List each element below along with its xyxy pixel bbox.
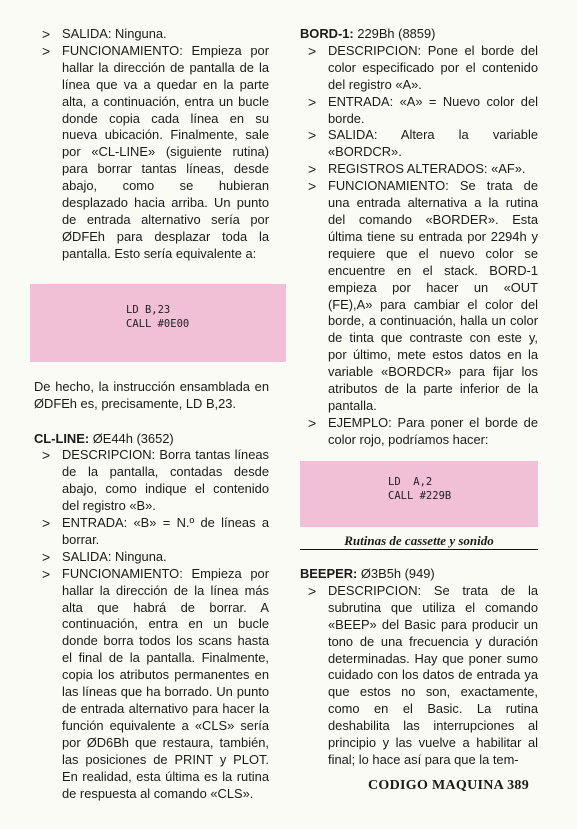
page-footer xyxy=(368,778,529,795)
page-number: 389 xyxy=(507,778,529,793)
code-line: CALL #0E00 xyxy=(126,317,190,330)
item-text: DESCRIPCION: Borra tantas líneas de la pantalla, contadas desde abajo, como indique el contenido del registro «B». xyxy=(62,447,269,514)
bullet-marker: > xyxy=(42,42,51,59)
bullet-marker: > xyxy=(308,161,317,178)
entrada-item xyxy=(300,94,538,128)
footer-title: CODIGO MAQUINA xyxy=(368,778,504,793)
item-text: DESCRIPCION: Se trata de la subrutina que utiliza el comando «BEEP» del Basic para producir un tono de una frecuencia y duración determinadas. Hay que poner sumo cuidado con los datos de entrada ya que estos no son, exactamente, como en el Basic. La rutina deshabilita las interrupciones al principio y las vuelve a habilitar al final; lo hace así para que la tem- xyxy=(328,582,538,767)
entrada-item xyxy=(34,515,269,549)
code-block xyxy=(30,284,286,362)
item-text: FUNCIONAMIENTO: Se trata de una entrada alternativa a la rutina del comando «BORDER». Esta última tiene su entrada por 2294h y requiere que el nuevo color se encuentre en el stack. BORD-1 empieza por hacer un «OUT (FE),A» para cambiar el color del borde, a continuación, halla un color de tinta que contraste con este y, por último, mete estos datos en la variable «BORDCR» para fijar los atributos de la parte inferior de la pantalla. xyxy=(328,178,538,413)
paragraph: De hecho, la instrucción ensamblada en ØDFEh es, precisamente, LD B,23. xyxy=(34,378,269,411)
routine-address: Ø3B5h (949) xyxy=(360,566,435,581)
item-text: SALIDA: Ninguna. xyxy=(62,26,167,41)
bullet-marker: > xyxy=(42,515,51,532)
routine-heading xyxy=(34,431,269,448)
code-line: LD B,23 xyxy=(126,303,171,316)
right-column xyxy=(300,26,538,527)
item-text: REGISTROS ALTERADOS: «AF». xyxy=(328,161,526,177)
routine-heading xyxy=(300,566,538,583)
routine-name: BORD-1: xyxy=(300,26,354,41)
salida-item xyxy=(34,549,269,566)
left-column xyxy=(34,26,269,802)
item-text: FUNCIONAMIENTO: Empieza por hallar la dirección de pantalla de la línea que va a quedar en la parte alta, a continuación, entra un bucle donde copia cada línea en su nueva ubicación. Finalmente, sale por «CL-LINE» (siguiente rutina) para borrar tantas líneas, desde abajo, como se hubieran desplazado hacia arriba. Un punto de entrada alternativo sería por ØDFEh para desplazar toda la pantalla. Esto sería equivalente a: xyxy=(62,42,269,261)
routine-address: ØE44h (3652) xyxy=(92,430,174,446)
descripcion-item xyxy=(34,447,269,515)
bullet-marker: > xyxy=(308,582,317,599)
funcionamiento-item xyxy=(34,43,269,263)
salida-item xyxy=(300,127,538,161)
bullet-marker: > xyxy=(308,42,317,59)
code-line: CALL #229B xyxy=(388,489,452,502)
salida-item xyxy=(34,26,269,43)
bullet-marker: > xyxy=(308,414,317,431)
registros-item xyxy=(300,161,538,178)
descripcion-item xyxy=(300,583,538,769)
item-text: SALIDA: Ninguna. xyxy=(62,548,167,564)
funcionamiento-item xyxy=(34,566,269,803)
descripcion-item xyxy=(300,43,538,94)
item-text: SALIDA: Altera la variable «BORDCR». xyxy=(328,127,538,160)
section-title: Rutinas de cassette y sonido xyxy=(300,532,538,550)
right-column-lower xyxy=(300,566,538,769)
item-text: EJEMPLO: Para poner el borde de color rojo, podríamos hacer: xyxy=(328,414,538,447)
item-text: ENTRADA: «A» = Nuevo color del borde. xyxy=(328,93,538,126)
item-text: DESCRIPCION: Pone el borde del color especificado por el contenido del registro «A». xyxy=(328,42,538,92)
funcionamiento-item xyxy=(300,178,538,415)
bullet-marker: > xyxy=(308,127,317,144)
routine-address: 229Bh (8859) xyxy=(357,26,436,41)
code-line: LD A,2 xyxy=(388,475,433,488)
routine-name: CL-LINE: xyxy=(34,430,90,446)
bullet-marker: > xyxy=(42,548,51,565)
bullet-marker: > xyxy=(308,178,317,195)
bullet-marker: > xyxy=(308,93,317,110)
bullet-marker: > xyxy=(42,565,51,582)
routine-name: BEEPER: xyxy=(300,566,358,581)
bullet-marker: > xyxy=(42,447,51,464)
code-block xyxy=(300,461,538,527)
item-text: FUNCIONAMIENTO: Empieza por hallar la dirección de la línea más alta que habrá de borrar. A continuación, entra en un bucle donde borra todos los scans hasta el final de la pantalla. Finalmente, copia los atributos permanentes en las líneas que ha borrado. Un punto de entrada alternativo para hacer la función equivalente a «CLS» sería por ØD6Bh que restaura, también, las posiciones de PRINT y PLOT. En realidad, esta última es la rutina de respuesta al comando «CLS». xyxy=(62,565,269,801)
bullet-marker: > xyxy=(42,26,51,42)
routine-heading xyxy=(300,26,538,43)
ejemplo-item xyxy=(300,415,538,449)
item-text: ENTRADA: «B» = N.º de líneas a borrar. xyxy=(62,515,269,547)
